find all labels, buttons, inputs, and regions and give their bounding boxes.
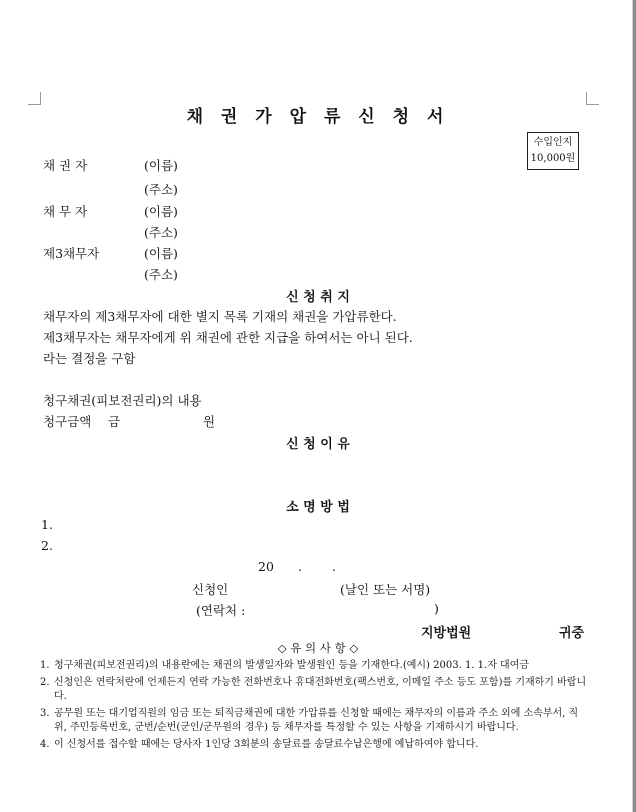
- note-item: [40, 738, 590, 752]
- note-number: 1.: [40, 660, 50, 671]
- purpose-line: 채무자의 제3채무자에 대한 별지 목록 기재의 채권을 가압류한다.: [43, 309, 397, 324]
- debtor-label: 채 무 자: [43, 204, 88, 219]
- reason-heading: 신 청 이 유: [286, 437, 350, 452]
- third-debtor-label: 제3채무자: [43, 246, 100, 261]
- contact-close-paren: ): [434, 601, 439, 616]
- note-number: 3.: [40, 708, 50, 719]
- note-text: 청구채권(피보전권리)의 내용란에는 채권의 발생일자와 발생원인 등을 기재한다.(예시) 2003. 1. 1.자 대여금: [54, 660, 530, 671]
- evidence-item: 1.: [41, 517, 53, 532]
- applicant-label: 신청인: [192, 582, 229, 597]
- note-item: [40, 676, 590, 704]
- note-item: [40, 707, 590, 735]
- evidence-heading: 소 명 방 법: [286, 500, 350, 515]
- notes-list: [40, 659, 590, 755]
- contact-label: (연락처 :: [196, 603, 246, 618]
- debtor-address-field: (주소): [144, 225, 178, 240]
- claim-amount-unit: 원: [203, 414, 216, 429]
- seal-or-signature-label: (날인 또는 서명): [340, 582, 431, 597]
- note-item: [40, 659, 590, 673]
- note-number: 2.: [40, 677, 50, 688]
- date-separator: .: [298, 559, 302, 574]
- notes-heading: ◇ 유 의 사 항 ◇: [277, 641, 359, 655]
- third-debtor-address-field: (주소): [144, 267, 178, 282]
- revenue-stamp-box: [527, 132, 579, 170]
- claim-amount-prefix: 금: [108, 414, 121, 429]
- claim-content-label: 청구채권(피보전권리)의 내용: [43, 393, 202, 408]
- court-name: 지방법원: [421, 626, 472, 641]
- third-debtor-name-field: (이름): [144, 246, 178, 261]
- claim-amount-label: 청구금액: [43, 414, 92, 429]
- document-title: 채 권 가 압 류 신 청 서: [186, 107, 450, 127]
- purpose-line: 제3채무자는 채무자에게 위 채권에 관한 지급을 하여서는 아니 된다.: [43, 330, 413, 345]
- date-separator: .: [332, 559, 336, 574]
- creditor-address-field: (주소): [144, 182, 178, 197]
- stamp-label: 수입인지: [533, 137, 573, 148]
- note-number: 4.: [40, 739, 50, 750]
- creditor-label: 채 권 자: [43, 158, 88, 173]
- purpose-line: 라는 결정을 구함: [43, 351, 136, 366]
- court-suffix: 귀중: [559, 626, 585, 641]
- stamp-amount: 10,000원: [530, 153, 576, 164]
- purpose-heading: 신 청 취 지: [286, 290, 350, 305]
- date-year: 20: [258, 559, 274, 574]
- evidence-item: 2.: [41, 538, 53, 553]
- note-text: 이 신청서를 접수할 때에는 당사자 1인당 3회분의 송달료를 송달료수납은행에 예납하여야 합니다.: [54, 739, 479, 750]
- note-text: 공무원 또는 대기업직원의 임금 또는 퇴직금채권에 대한 가압류를 신청할 때에는 채무자의 이름과 주소 외에 소속부서, 직위, 주민등록번호, 군번/순번(군인/군무원의 경우) 등 채무자를 특정할 수 있는 사항을 기재하시기 바랍니다.: [54, 708, 579, 733]
- creditor-name-field: (이름): [144, 158, 178, 173]
- debtor-name-field: (이름): [144, 204, 178, 219]
- note-text: 신청인은 연락처란에 언제든지 연락 가능한 전화번호나 휴대전화번호(팩스번호, 이메일 주소 등도 포함)를 기재하기 바랍니다.: [54, 677, 587, 702]
